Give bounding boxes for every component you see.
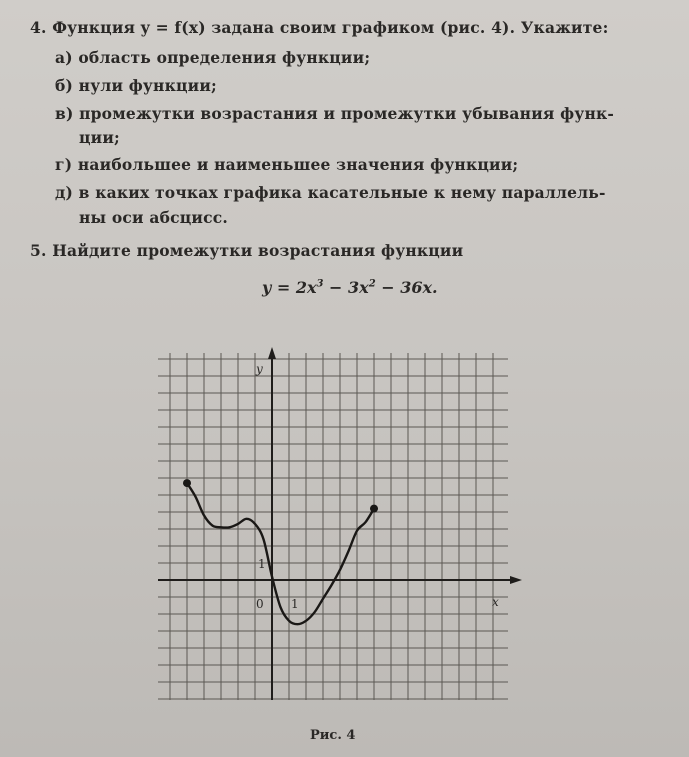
task4-line1 [30, 18, 609, 37]
formula-part-3: − 36x. [375, 278, 438, 297]
formula-power-3: 3 [316, 278, 324, 290]
endpoint-0 [183, 479, 191, 487]
task5-text: Найдите промежутки возрастания функции [52, 241, 464, 260]
formula-part-1: y = 2x [262, 278, 317, 297]
task4-item-c-line2: ции; [79, 128, 120, 147]
task4-item-c-line1: в) промежутки возрастания и промежутки убывания функ- [55, 104, 615, 123]
task4-item-d: г) наибольшее и наименьшее значения функции; [55, 155, 519, 174]
formula-power-2: 2 [368, 278, 376, 290]
figure-caption: Рис. 4 [310, 728, 356, 743]
task5-line1 [30, 241, 463, 260]
origin-label: 0 [256, 597, 264, 611]
formula-part-2: − 3x [323, 278, 369, 297]
task4-item-e-line2: ны оси абсцисс. [79, 208, 228, 227]
function-graph [150, 345, 530, 715]
x-axis-arrow [510, 576, 522, 584]
task4-item-a: а) область определения функции; [55, 48, 371, 67]
y-axis-arrow [268, 347, 276, 359]
task4-item-e-line1: д) в каких точках графика касательные к нему параллель- [55, 183, 606, 202]
task4-item-b: б) нули функции; [55, 76, 217, 95]
y-axis-label: y [256, 362, 263, 376]
task5-number: 5. [30, 241, 47, 260]
function-curve-0 [187, 483, 374, 624]
endpoint-1 [370, 505, 378, 513]
x-tick-label-1: 1 [291, 597, 299, 611]
task4-text: Функция y = f(x) задана своим графиком (рис. 4). Укажите: [52, 18, 609, 37]
y-tick-label-1: 1 [258, 557, 266, 571]
x-axis-label: x [492, 595, 499, 609]
task4-number: 4. [30, 18, 47, 37]
task5-formula [262, 278, 438, 297]
